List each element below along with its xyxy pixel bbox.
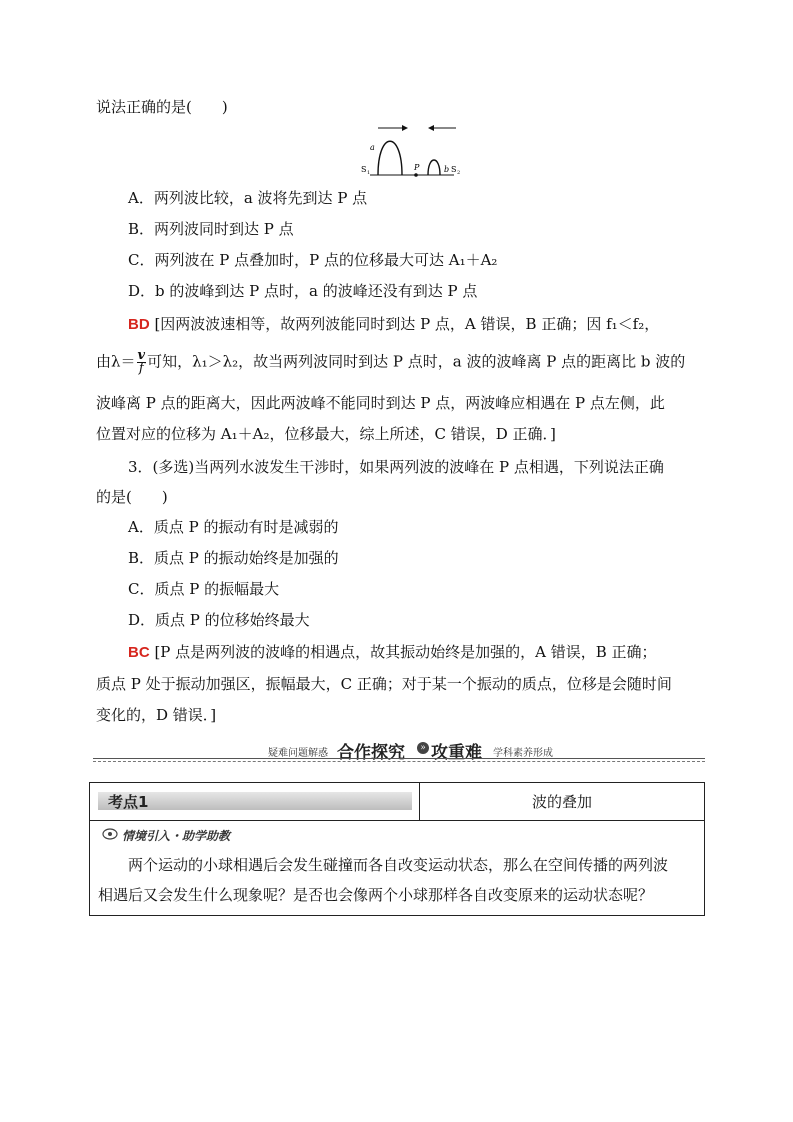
knowledge-point-tag-cell xyxy=(90,783,420,821)
section-banner xyxy=(93,738,705,762)
banner-left-text: 疑难问题解惑 xyxy=(268,748,328,759)
q2-explanation-line-4: 位置对应的位移为 A₁＋A₂，位移最大，综上所述，C 错误，D 正确．] xyxy=(96,425,556,443)
q3-expl-1: [P 点是两列波的波峰的相遇点，故其振动始终是加强的，A 错误，B 正确； xyxy=(154,643,657,661)
s1-label: S xyxy=(361,165,367,174)
q3-option-b: B．质点 P 的振动始终是加强的 xyxy=(128,549,339,567)
q2-answer: BD xyxy=(128,316,150,333)
q2-option-b: B．两列波同时到达 P 点 xyxy=(128,220,294,238)
q2-option-d: D．b 的波峰到达 P 点时，a 的波峰还没有到达 P 点 xyxy=(128,282,478,300)
banner-rule-dashed xyxy=(93,761,705,762)
q3-explanation-line-1 xyxy=(128,642,657,663)
wave-a-label: a xyxy=(370,143,375,152)
arrow-right-icon xyxy=(378,125,408,131)
q3-option-d: D．质点 P 的位移始终最大 xyxy=(128,611,310,629)
banner-title-2: 攻重难 xyxy=(431,743,482,763)
banner-right-text: 学科素养形成 xyxy=(493,748,553,759)
banner-rule xyxy=(93,758,705,759)
q3-explanation-line-2: 质点 P 处于振动加强区，振幅最大，C 正确；对于某一个振动的质点，位移是会随时间 xyxy=(96,675,672,693)
v-over-f-fraction xyxy=(137,350,147,375)
banner-dot-icon: » xyxy=(417,742,429,754)
q3-option-c: C．质点 P 的振幅最大 xyxy=(128,580,280,598)
s2-sub: 2 xyxy=(457,170,461,176)
q3-option-a: A．质点 P 的振动有时是减弱的 xyxy=(128,518,339,536)
q3-answer: BC xyxy=(128,644,150,661)
scenario-subheading: 情境引入・助学助教 xyxy=(122,829,231,843)
q2-expl-1: [因两波波速相等，故两列波能同时到达 P 点，A 错误，B 正确；因 f₁＜f₂， xyxy=(154,315,660,333)
scenario-paragraph-line-1: 两个运动的小球相遇后会发生碰撞而各自改变运动状态，那么在空间传播的两列波 xyxy=(128,856,669,874)
q3-explanation-line-3: 变化的，D 错误．] xyxy=(96,706,217,724)
frac-denominator: f xyxy=(138,361,144,376)
q3-stem-line-1: 3．(多选)当两列水波发生干涉时，如果两列波的波峰在 P 点相遇，下列说法正确 xyxy=(128,458,664,476)
q2-explanation-line-1 xyxy=(128,314,659,335)
wave-b-label: b xyxy=(444,165,450,174)
q2-option-a: A．两列波比较，a 波将先到达 P 点 xyxy=(128,189,368,207)
q2-option-c: C．两列波在 P 点叠加时，P 点的位移最大可达 A₁＋A₂ xyxy=(128,251,498,269)
scenario-paragraph-line-2: 相遇后又会发生什么现象呢？是否也会像两个小球那样各自改变原来的运动状态呢？ xyxy=(98,886,654,904)
knowledge-point-title-cell xyxy=(420,783,704,821)
q2-expl-2b: 可知，λ₁＞λ₂，故当两列波同时到达 P 点时，a 波的波峰离 P 点的距离比 b 波的 xyxy=(147,352,686,371)
knowledge-point-title: 波的叠加 xyxy=(531,793,592,811)
knowledge-point-tag: 考点1 xyxy=(108,793,149,811)
s1-sub: 1 xyxy=(367,170,371,176)
s2-label: S xyxy=(451,165,457,174)
frac-numerator: v xyxy=(137,348,146,363)
q2-stem-tail: 说法正确的是( ) xyxy=(96,98,228,116)
arrow-left-icon xyxy=(428,125,456,131)
knowledge-point-box xyxy=(89,782,705,916)
q3-stem-line-2: 的是( ) xyxy=(96,488,168,506)
q2-explanation-line-3: 波峰离 P 点的距离大，因此两波峰不能同时到达 P 点，两波峰应相遇在 P 点左侧，此 xyxy=(96,394,665,412)
banner-title-1: 合作探究 xyxy=(337,743,405,763)
wave-figure xyxy=(356,120,466,182)
q2-expl-2a: 由λ＝ xyxy=(96,352,136,371)
p-label: P xyxy=(414,163,420,172)
q2-explanation-line-2 xyxy=(96,350,685,375)
teaching-icon xyxy=(102,827,118,841)
